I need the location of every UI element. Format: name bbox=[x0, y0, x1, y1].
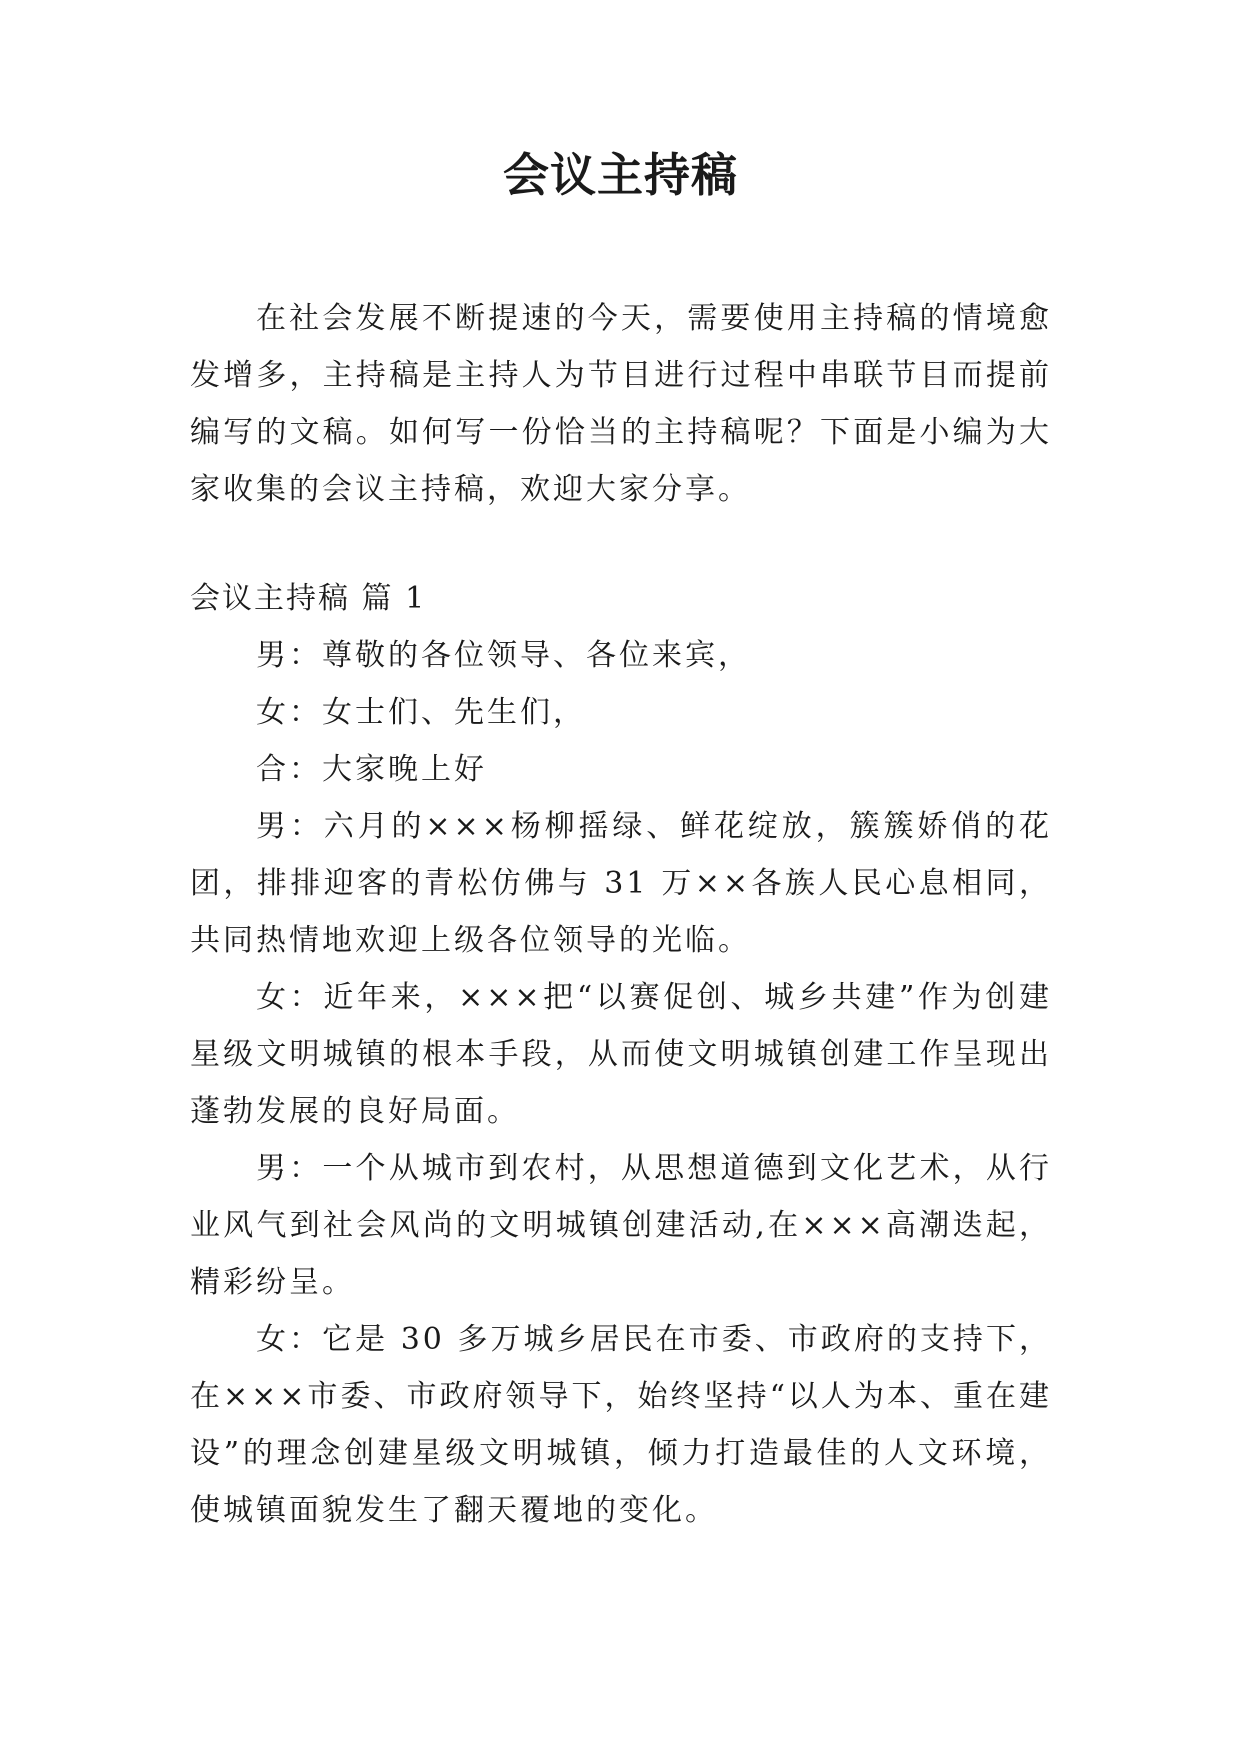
section-heading: 会议主持稿 篇 1 bbox=[190, 581, 427, 616]
dialog-line: 男：六月的×××杨柳摇绿、鲜花绽放，簇簇娇俏的花团，排排迎客的青松仿佛与 31 万××各族人民心息相同，共同热情地欢迎上级各位领导的光临。 bbox=[190, 809, 1052, 958]
dialog-line: 男：尊敬的各位领导、各位来宾， bbox=[256, 638, 751, 673]
dialog-line: 女：近年来，×××把“以赛促创、城乡共建”作为创建星级文明城镇的根本手段，从而使文明城镇创建工作呈现出蓬勃发展的良好局面。 bbox=[190, 980, 1052, 1129]
document-body bbox=[190, 290, 1052, 1539]
document-title: 会议主持稿 bbox=[503, 148, 738, 202]
dialog-line: 合：大家晚上好 bbox=[256, 752, 487, 787]
intro-paragraph: 在社会发展不断提速的今天，需要使用主持稿的情境愈发增多，主持稿是主持人为节目进行过程中串联节目而提前编写的文稿。如何写一份恰当的主持稿呢？下面是小编为大家收集的会议主持稿，欢迎大家分享。 bbox=[190, 301, 1052, 507]
dialog-line: 女：它是 30 多万城乡居民在市委、市政府的支持下，在×××市委、市政府领导下，始终坚持“以人为本、重在建设”的理念创建星级文明城镇，倾力打造最佳的人文环境，使城镇面貌发生了翻天覆地的变化。 bbox=[190, 1322, 1052, 1528]
dialog-line: 男：一个从城市到农村，从思想道德到文化艺术，从行业风气到社会风尚的文明城镇创建活动,在×××高潮迭起，精彩纷呈。 bbox=[190, 1151, 1052, 1300]
dialog-line: 女：女士们、先生们， bbox=[256, 695, 586, 730]
